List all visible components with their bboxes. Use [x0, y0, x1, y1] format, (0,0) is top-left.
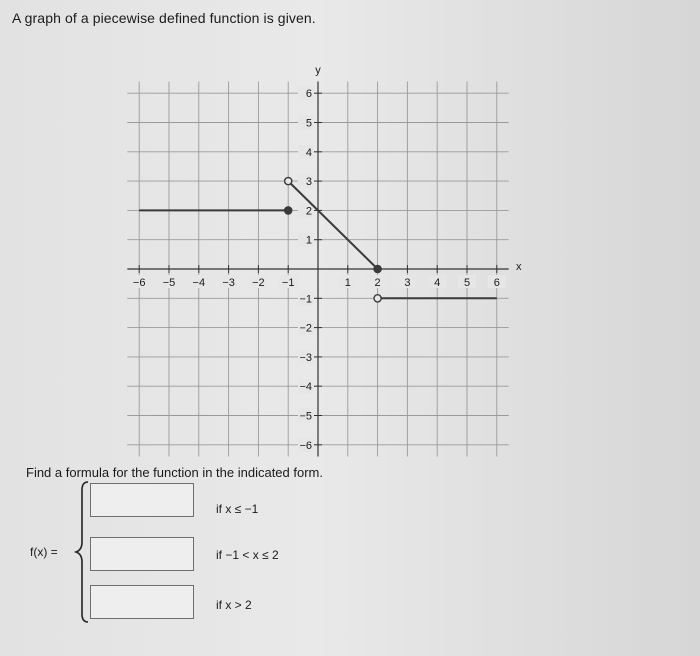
closed-endpoint-piece-1 — [285, 207, 292, 214]
x-tick-label: 5 — [463, 277, 471, 289]
piece-2-condition: if −1 < x ≤ 2 — [216, 548, 279, 562]
y-axis-label: y — [315, 64, 321, 77]
x-axis-label: x — [515, 261, 522, 273]
series-line-piece-2 — [288, 181, 377, 269]
y-tick-label: 4 — [305, 146, 312, 159]
instruction-text: Find a formula for the function in the indicated form. — [26, 465, 323, 480]
x-tick-label: 1 — [344, 277, 351, 289]
x-tick-label: −3 — [222, 277, 235, 289]
x-tick-label: −5 — [162, 277, 176, 289]
open-endpoint-piece-3 — [374, 295, 381, 302]
y-tick-label: −4 — [299, 381, 312, 394]
y-tick-label: 2 — [305, 205, 312, 218]
x-tick-label: −4 — [192, 277, 206, 289]
piece-2-input[interactable] — [90, 537, 194, 571]
piece-3-condition: if x > 2 — [216, 598, 252, 612]
y-tick-label: 3 — [305, 176, 312, 189]
closed-endpoint-piece-2 — [374, 265, 381, 272]
x-tick-label: 2 — [374, 277, 381, 289]
piece-3-input[interactable] — [90, 585, 194, 619]
x-tick-label: 4 — [434, 277, 441, 289]
y-tick-label: −3 — [299, 351, 312, 364]
problem-statement: A graph of a piecewise defined function is given. — [12, 10, 316, 26]
function-label: f(x) = — [30, 545, 58, 559]
y-tick-label: 6 — [305, 88, 312, 101]
x-tick-label: 6 — [493, 277, 500, 289]
y-tick-label: −1 — [299, 293, 312, 306]
x-tick-label: −6 — [132, 277, 146, 289]
x-tick-label: 3 — [404, 277, 411, 289]
y-tick-label: 1 — [305, 234, 312, 247]
y-tick-label: 5 — [305, 117, 312, 130]
axes — [127, 81, 508, 456]
left-brace — [74, 480, 90, 624]
y-tick-label: −6 — [299, 439, 312, 452]
piece-1-condition: if x ≤ −1 — [216, 502, 259, 516]
x-tick-label: −2 — [252, 277, 265, 289]
y-tick-label: −5 — [299, 410, 312, 423]
piece-1-input[interactable] — [90, 483, 194, 517]
x-tick-label: −1 — [281, 277, 295, 289]
y-tick-label: −2 — [299, 322, 312, 335]
open-endpoint-piece-2 — [285, 178, 292, 185]
